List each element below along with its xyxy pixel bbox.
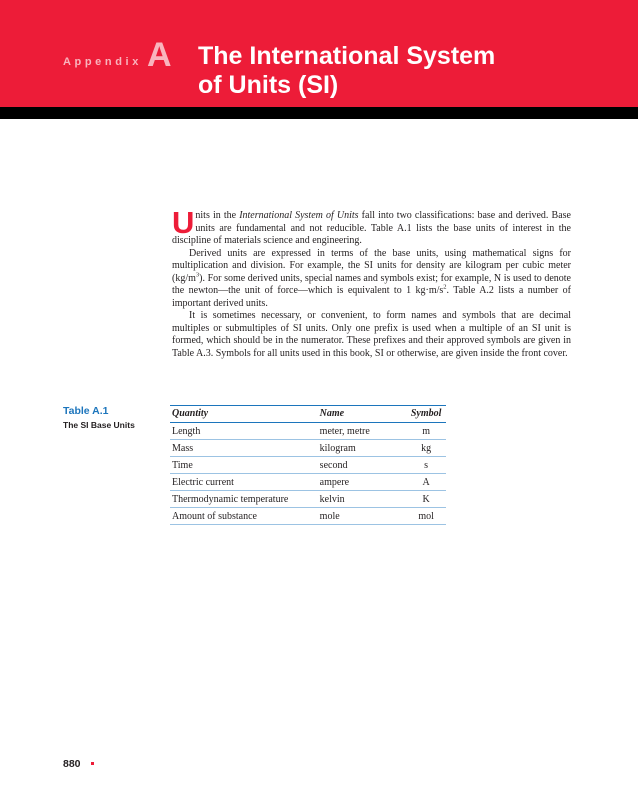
page-number: 880 bbox=[63, 758, 81, 770]
cell-quantity: Mass bbox=[170, 440, 318, 457]
cell-symbol: kg bbox=[404, 440, 446, 457]
cell-quantity: Amount of substance bbox=[170, 508, 318, 525]
cell-name: meter, metre bbox=[318, 423, 405, 440]
cell-quantity: Thermodynamic temperature bbox=[170, 491, 318, 508]
cell-name: mole bbox=[318, 508, 405, 525]
cell-symbol: s bbox=[404, 457, 446, 474]
table-name: The SI Base Units bbox=[63, 420, 135, 430]
cell-name: second bbox=[318, 457, 405, 474]
table-row bbox=[170, 508, 446, 525]
table-row bbox=[170, 474, 446, 491]
chapter-title bbox=[198, 42, 495, 100]
column-header-symbol: Symbol bbox=[404, 406, 446, 423]
paragraph-3: It is sometimes necessary, or convenient, to form names and symbols that are decimal multiples or submultiples of SI units. Only one prefix is used when a multiple of an SI unit is formed, which should be in the numerator. These prefixes and their approved symbols are given in Table A.3. Symbols for all units used in this book, SI or otherwise, are given inside the front cover. bbox=[172, 310, 571, 359]
chapter-title-line2: of Units (SI) bbox=[198, 71, 339, 99]
table-caption bbox=[63, 405, 158, 430]
chapter-title-line1: The International System bbox=[198, 42, 496, 70]
table-row bbox=[170, 457, 446, 474]
p1-text-b: fall into two classifications: base and derived. Base units are fundamental and not reducible. Table A.1 lists the base units of interest in the discipline of materials science and engineering. bbox=[172, 210, 571, 246]
table-row bbox=[170, 423, 446, 440]
table-row bbox=[170, 440, 446, 457]
header-rule bbox=[0, 107, 638, 119]
cell-name: kelvin bbox=[318, 491, 405, 508]
page-number-bullet bbox=[91, 762, 94, 765]
paragraph-1 bbox=[172, 205, 571, 248]
cell-symbol: K bbox=[404, 491, 446, 508]
cell-symbol: m bbox=[404, 423, 446, 440]
cell-quantity: Length bbox=[170, 423, 318, 440]
p1-text-a: nits in the bbox=[195, 210, 240, 221]
p2-text-b: ). For some derived units, special names and symbols exist; for example, N is used to denote the newton—the unit of force—which is equivalent to 1 kg·m/s bbox=[172, 272, 571, 296]
cell-symbol: A bbox=[404, 474, 446, 491]
table-number: Table A.1 bbox=[63, 405, 109, 417]
appendix-label: Appendix bbox=[63, 56, 142, 68]
p2-text-a: Derived units are expressed in terms of the base units, using mathematical signs for multiplication and division. For example, the SI units for density are kilogram per cubic meter (kg/m bbox=[172, 247, 571, 284]
appendix-letter: A bbox=[147, 36, 172, 74]
cell-name: ampere bbox=[318, 474, 405, 491]
cell-quantity: Electric current bbox=[170, 474, 318, 491]
table-row bbox=[170, 491, 446, 508]
column-header-quantity: Quantity bbox=[170, 406, 318, 423]
cell-symbol: mol bbox=[404, 508, 446, 525]
p1-italic: International System of Units bbox=[239, 210, 359, 221]
body-text bbox=[172, 205, 571, 360]
p2-superscript-2: 2 bbox=[443, 283, 447, 291]
p2-text-c: . Table A.2 lists a number of important derived units. bbox=[172, 285, 571, 309]
si-base-units-table bbox=[170, 405, 446, 525]
table-header-row bbox=[170, 406, 446, 423]
cell-quantity: Time bbox=[170, 457, 318, 474]
paragraph-2 bbox=[172, 248, 571, 311]
cell-name: kilogram bbox=[318, 440, 405, 457]
p2-superscript-1: 3 bbox=[195, 271, 200, 279]
drop-cap: U bbox=[172, 205, 195, 240]
column-header-name: Name bbox=[318, 406, 405, 423]
